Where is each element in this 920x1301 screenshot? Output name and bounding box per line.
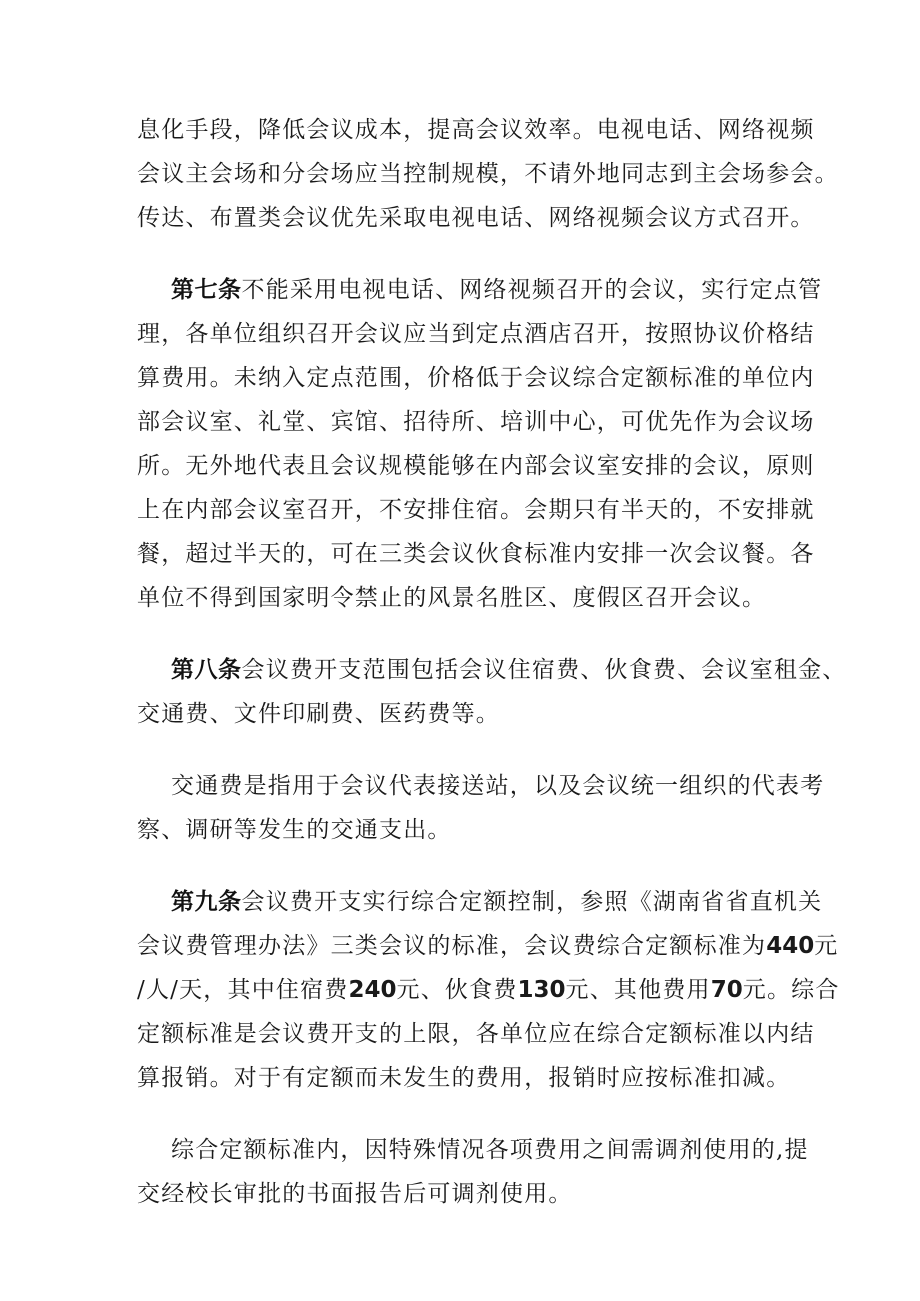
amount-total: 440 <box>766 933 815 959</box>
article-heading: 第八条 <box>171 657 242 683</box>
text-line: 交经校长审批的书面报告后可调剂使用。 <box>137 1181 573 1207</box>
amount-meals: 130 <box>517 977 566 1003</box>
text-run: 会议费开支实行综合定额控制，参照《湖南省省直机关 <box>241 889 823 915</box>
text-line: 餐，超过半天的，可在三类会议伙食标准内安排一次会议餐。各 <box>137 541 815 567</box>
paragraph-article-7 <box>137 268 823 620</box>
text-run: 会议费开支范围包括会议住宿费、伙食费、会议室租金、 <box>241 657 847 683</box>
text-line: 息化手段，降低会议成本，提高会议效率。电视电话、网络视频 <box>137 117 815 143</box>
text-line: 综合定额标准内，因特殊情况各项费用之间需调剂使用的,提 <box>171 1137 809 1163</box>
text-line: 会议主会场和分会场应当控制规模，不请外地同志到主会场参会。 <box>137 161 839 187</box>
text-line: 单位不得到国家明令禁止的风景名胜区、度假区召开会议。 <box>137 585 767 611</box>
text-line <box>137 968 840 1012</box>
text-line: 定额标准是会议费开支的上限，各单位应在综合定额标准以内结 <box>137 1021 815 1047</box>
article-heading: 第九条 <box>171 889 242 915</box>
text-run: 元 <box>814 933 839 959</box>
amount-lodging: 240 <box>348 977 397 1003</box>
paragraph-transport <box>137 764 825 852</box>
paragraph-article-9 <box>137 880 840 1100</box>
text-line: 交通费是指用于会议代表接送站，以及会议统一组织的代表考 <box>171 773 825 799</box>
text-run: 元、伙食费 <box>396 977 518 1003</box>
text-line: 察、调研等发生的交通支出。 <box>137 817 452 843</box>
text-run: 元、其他费用 <box>565 977 711 1003</box>
amount-other: 70 <box>710 977 743 1003</box>
text-line: 算报销。对于有定额而未发生的费用，报销时应按标准扣减。 <box>137 1065 791 1091</box>
text-line: 上在内部会议室召开，不安排住宿。会期只有半天的，不安排就 <box>137 497 815 523</box>
text-line: 部会议室、礼堂、宾馆、招待所、培训中心，可优先作为会议场 <box>137 409 815 435</box>
article-heading: 第七条 <box>171 277 242 303</box>
text-line <box>137 648 847 692</box>
text-run: /人/天，其中住宿费 <box>137 977 349 1003</box>
text-line: 理，各单位组织召开会议应当到定点酒店召开，按照协议价格结 <box>137 321 815 347</box>
text-line: 所。无外地代表且会议规模能够在内部会议室安排的会议，原则 <box>137 453 815 479</box>
text-run: 不能采用电视电话、网络视频召开的会议，实行定点管 <box>241 277 823 303</box>
text-run: 会议费管理办法》三类会议的标准，会议费综合定额标准为 <box>137 933 767 959</box>
text-line <box>137 880 823 924</box>
text-line: 算费用。未纳入定点范围，价格低于会议综合定额标准的单位内 <box>137 365 815 391</box>
text-line: 交通费、文件印刷费、医药费等。 <box>137 701 500 727</box>
paragraph-continuation <box>137 108 839 240</box>
paragraph-article-8 <box>137 648 847 736</box>
paragraph-adjustment <box>137 1128 809 1216</box>
text-run: 元。综合 <box>742 977 840 1003</box>
text-line <box>137 268 823 312</box>
text-line: 传达、布置类会议优先采取电视电话、网络视频会议方式召开。 <box>137 205 815 231</box>
document-body <box>137 108 847 1244</box>
text-line <box>137 924 839 968</box>
